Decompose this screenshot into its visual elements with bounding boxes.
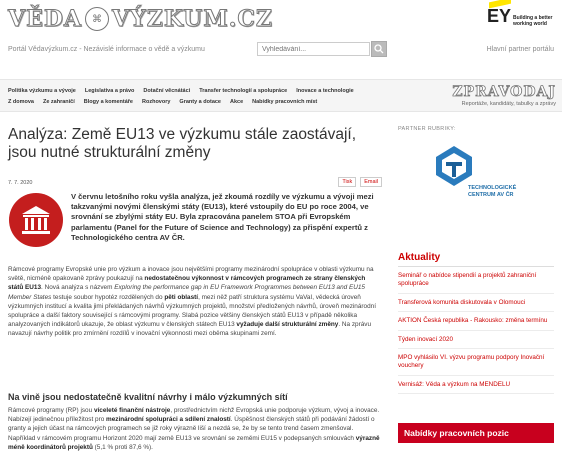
news-item[interactable]: MPO vyhlásilo VI. výzvu programu podpory Inovační vouchery: [398, 354, 554, 376]
article-date: 7. 7. 2020: [8, 180, 33, 186]
site-logo[interactable]: [8, 6, 273, 32]
job-offers-heading[interactable]: Nabídky pracovních pozic: [398, 423, 554, 443]
article-subheading: Na vině jsou nedostatečně kvalitní návrhy i málo výzkumných sítí: [8, 392, 288, 402]
ey-logo[interactable]: [487, 6, 555, 27]
institution-icon: [8, 192, 64, 248]
zpravodaj-subtitle: Reportáže, kandidáty, tabulky a zprávy: [461, 101, 556, 107]
search-icon: [374, 44, 384, 54]
nav-item[interactable]: Politika výzkumu a vývoje: [8, 88, 76, 94]
tc-logo-icon: [432, 144, 476, 188]
sidebar: [398, 126, 554, 438]
main-navigation: [0, 79, 562, 112]
news-item[interactable]: Týden inovací 2020: [398, 336, 554, 349]
nav-item[interactable]: Transfer technologií a spolupráce: [199, 88, 288, 94]
tc-name: TECHNOLOGICKÉ CENTRUM AV ČR: [468, 185, 517, 198]
divider: [398, 266, 554, 267]
nav-item[interactable]: Ze zahraničí: [42, 99, 75, 105]
logo-emblem-icon: ⌘: [85, 7, 109, 31]
article: [8, 126, 382, 451]
article-paragraph: Rámcové programy Evropské unie pro výzkum a inovace jsou největšími programy mezinárodní spolupráce v oblasti výzkumu na světě, nicméně opakovaně zprávy poukazují na nedostatečnou výkonnost v rámcových programech ze strany členských států EU13. Nová analýza s názvem Exploring the performance gap in EU Framework Programmes between EU13 and EU15 Member States testuje soubor hypotéz rozdělených do pěti oblastí, mezi něž patří struktura systému VaVaI, vědecká úroveň výzkumných institucí a kvalita jimi překládaných návrhů výzkumných projektů, množství předložených návrhů, úroveň mezinárodní spolupráce a další faktory související s rámcovými programy. Slabá pozice většiny členských států EU13 v případě několika analyzovaných indikátorů ukazuje, že oblast výzkumu v členských státech EU13 vyžaduje další strukturální změny. Na zprávu navazují návrhy politik pro zmírnění rozdílů v inovační výkonnosti mezi oběma skupinami zemí.: [8, 266, 376, 338]
nav-item[interactable]: Z domova: [8, 99, 34, 105]
nav-item[interactable]: Blogy a komentáře: [83, 99, 133, 105]
article-lead: V červnu letošního roku vyšla analýza, jež zkoumá rozdíly ve výzkumu a vývoji mezi takzvanými novými členskými státy (EU13), které vstoupily do EU po roce 2004, ve srovnání se zbylými státy EU. Byla zpracována panelem STOA při Evropském parlamentu (Panel for the Future of Science and Technology) za přispění expertů z Technologického centra AV ČR.: [71, 192, 374, 242]
email-button[interactable]: Email: [360, 177, 382, 187]
aktuality-heading: Aktuality: [398, 252, 441, 263]
search-button[interactable]: [371, 41, 387, 57]
news-item[interactable]: Transferová komunita diskutovala v Olomouci: [398, 299, 554, 312]
news-item[interactable]: AKTION Česká republika - Rakousko: změna termínu: [398, 317, 554, 330]
main-partner-label: Hlavní partner portálu: [486, 46, 554, 53]
news-list: [398, 272, 554, 399]
nav-item[interactable]: Legislativa a právo: [84, 88, 135, 94]
tc-avcr-logo[interactable]: [432, 144, 528, 199]
article-title: Analýza: Země EU13 ve výzkumu stále zaostávají, jsou nutné strukturální změny: [8, 126, 357, 161]
ey-tagline: Building a better working world: [513, 15, 553, 27]
site-tagline: Portál Vědavýzkum.cz - Nezávislé informace o vědě a výzkumu: [8, 46, 205, 53]
logo-text-left: VĚDA: [8, 6, 82, 32]
news-item[interactable]: Seminář o nabídce stipendií a projektů zahraniční spolupráce: [398, 272, 554, 294]
article-meta: [8, 180, 382, 186]
nav-row-primary: [8, 88, 354, 94]
nav-item[interactable]: Akce: [230, 99, 244, 105]
news-item[interactable]: Vernisáž: Věda a výzkum na MENDELU: [398, 381, 554, 394]
logo-text-right: VÝZKUM.CZ: [112, 6, 273, 32]
nav-row-secondary: [8, 99, 317, 105]
nav-item[interactable]: Dotační věcnátáci: [143, 88, 191, 94]
share-buttons: [338, 177, 382, 187]
zpravodaj-link[interactable]: [452, 84, 556, 107]
site-header: [0, 0, 562, 70]
print-button[interactable]: Tisk: [338, 177, 356, 187]
search-input[interactable]: [257, 42, 370, 56]
nav-item[interactable]: Rozhovory: [142, 99, 171, 105]
section-partner-label: PARTNER RUBRIKY:: [398, 126, 456, 132]
zpravodaj-title: ZPRAVODAJ: [452, 84, 556, 100]
nav-item[interactable]: Nabídky pracovních míst: [252, 99, 318, 105]
article-paragraph: Rámcové programy (RP) jsou víceleté finanční nástroje, prostřednictvím nichž Evropská unie podporuje výzkum, vývoj a inovace. Nabízejí jedinečnou příležitost pro mezinárodní spolupráci a sdílení znalostí. Úspěšnost členských států při podávání žádostí o granty a jejich účast na rámcových programech se již roky výrazně liší a nezdá se, že by se tento trend časem zmenšoval. Například v rámcovém programu Horizont 2020 mají země EU13 ve srovnání se zeměmi EU15 v podepsaných smlouvách výrazně méně koordinátorů projektů (5,1 % proti 87,6 %).: [8, 407, 380, 451]
nav-item[interactable]: Inovace a technologie: [296, 88, 354, 94]
ey-mark: EY: [487, 6, 512, 26]
nav-item[interactable]: Granty a dotace: [179, 99, 221, 105]
